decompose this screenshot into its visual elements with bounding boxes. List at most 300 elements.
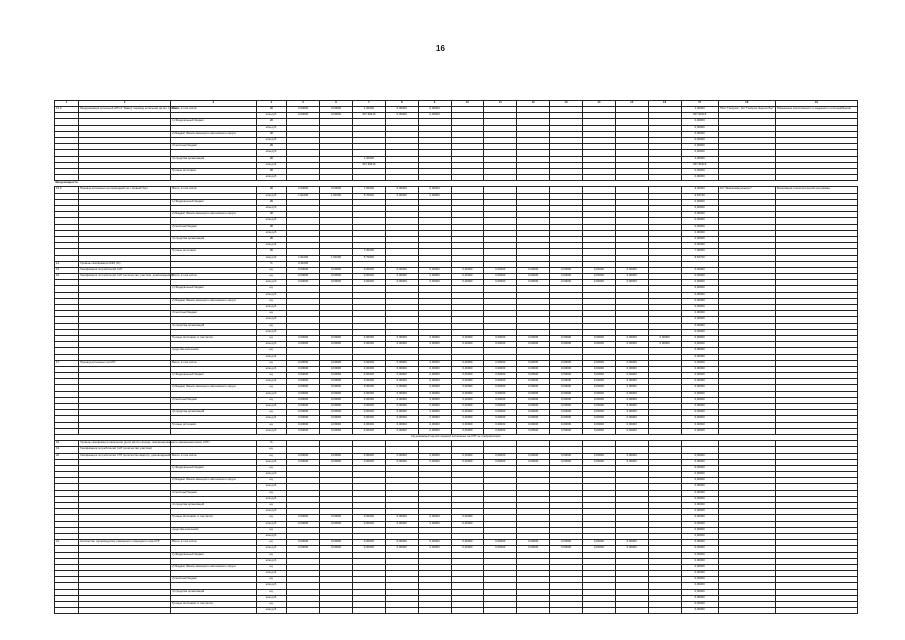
table-cell: 0,00000 — [615, 379, 648, 385]
table-cell: 0,00000 — [550, 342, 583, 348]
table-cell: 0,00000 — [615, 540, 648, 546]
table-cell: ед. — [256, 602, 287, 608]
table-cell: 0,00000 — [681, 230, 718, 236]
table-cell: 0,00000 — [681, 137, 718, 143]
table-cell: 0,00000 — [615, 459, 648, 465]
table-cell: 0,00000 — [385, 459, 418, 465]
table-cell: 0,00000 — [681, 305, 718, 311]
table-cell: 0,00000 — [352, 280, 385, 286]
table-cell: 0,00000 — [517, 416, 550, 422]
table-cell: 0,00000 — [484, 459, 517, 465]
table-cell: 19. — [55, 447, 79, 453]
table-cell: 0,00000 — [287, 274, 320, 280]
table-cell — [451, 608, 484, 614]
table-cell: 0,00000 — [681, 503, 718, 509]
table-cell — [775, 608, 857, 614]
table-cell: 1) Федеральный бюджет — [171, 373, 256, 379]
table-cell: 0,00000 — [385, 422, 418, 428]
table-cell: 0,00000 — [418, 107, 451, 113]
table-cell: 0,00000 — [484, 335, 517, 341]
table-cell: 0,00000 — [352, 540, 385, 546]
table-cell: 0,00000 — [615, 410, 648, 416]
table-cell: млн.руб. — [256, 113, 287, 119]
table-cell: 0,00000 — [418, 267, 451, 273]
table-cell: 0,00000 — [320, 373, 353, 379]
table-cell: 0,00000 — [320, 410, 353, 416]
table-cell: 0,00000 — [418, 521, 451, 527]
table-cell: 4) средства организаций — [171, 589, 256, 595]
table-cell: 0,00000 — [418, 187, 451, 193]
table-cell — [171, 608, 256, 614]
table-cell: 0,00000 — [517, 391, 550, 397]
table-cell: 0,00000 — [385, 428, 418, 434]
table-cell: 0,00000 — [681, 509, 718, 515]
table-cell: 5) иные источники — [171, 168, 256, 174]
table-cell: 1) Федеральный бюджет — [171, 552, 256, 558]
table-cell: 0,00000 — [681, 546, 718, 552]
table-cell: млн.руб. — [256, 243, 287, 249]
table-row — [55, 608, 858, 614]
column-number: 6 — [320, 101, 353, 107]
table-cell: 0,00000 — [582, 397, 615, 403]
table-cell: 4) средства организаций — [171, 323, 256, 329]
table-cell: 1,00000 — [352, 107, 385, 113]
table-cell: 0,00000 — [418, 366, 451, 372]
table-cell: 0,00000 — [615, 546, 648, 552]
table-cell: 0,00000 — [582, 540, 615, 546]
table-cell: 0,00000 — [320, 113, 353, 119]
table-cell: 0,00000 — [615, 360, 648, 366]
table-cell: 0,00000 — [484, 416, 517, 422]
table-cell: 0,00000 — [320, 546, 353, 552]
table-cell: 0,00000 — [451, 391, 484, 397]
table-cell: 5,70600 — [352, 193, 385, 199]
table-cell: млн.руб. — [256, 416, 287, 422]
table-cell: 0,00000 — [451, 280, 484, 286]
table-cell: 0,00000 — [451, 335, 484, 341]
table-cell: кВ — [256, 199, 287, 205]
table-cell: Повышение качественного и надежного теплоснабжения — [775, 107, 857, 113]
table-cell — [550, 608, 583, 614]
table-cell: Газификация потребителей СПГ (количество квартир, домовладений) — [79, 453, 171, 459]
table-cell: 0,00000 — [681, 496, 718, 502]
table-cell: ед. — [256, 274, 287, 280]
table-cell: 0,00000 — [418, 453, 451, 459]
table-cell: 0,00000 — [615, 453, 648, 459]
table-cell: 0,00000 — [517, 335, 550, 341]
table-cell: 0,00000 — [484, 397, 517, 403]
table-cell: 0,00000 — [287, 428, 320, 434]
table-cell: 0,00000 — [615, 391, 648, 397]
table-cell: 3) местный бюджет — [171, 144, 256, 150]
table-cell — [352, 608, 385, 614]
table-cell: млн.руб. — [256, 317, 287, 323]
table-cell — [484, 608, 517, 614]
table-cell: 0,00000 — [517, 410, 550, 416]
table-cell: млн.руб. — [256, 404, 287, 410]
table-cell: 0,00000 — [681, 243, 718, 249]
table-cell: 7,00000 — [681, 249, 718, 255]
table-cell: 0,00000 — [352, 410, 385, 416]
table-cell: 1,00000 — [681, 156, 718, 162]
table-cell: 0,00000 — [451, 366, 484, 372]
table-cell: ед. — [256, 422, 287, 428]
table-cell: 0,00000 — [418, 391, 451, 397]
table-cell: млн.руб. — [256, 125, 287, 131]
table-cell: 0,00000 — [418, 428, 451, 434]
table-cell: 0,00000 — [320, 267, 353, 273]
table-cell: млн.руб. — [256, 230, 287, 236]
table-cell: ед. — [256, 527, 287, 533]
table-cell: 0,00000 — [352, 459, 385, 465]
table-cell: 0,00000 — [681, 428, 718, 434]
table-cell: Реализация технологической программы — [775, 187, 857, 193]
table-cell: 0,00000 — [418, 459, 451, 465]
column-number: 5 — [287, 101, 320, 107]
table-cell: млн.руб. — [256, 255, 287, 261]
table-cell: 0,00000 — [352, 453, 385, 459]
table-cell: 0,00000 — [320, 391, 353, 397]
table-cell: 0,00000 — [385, 107, 418, 113]
table-cell: 0,00000 — [287, 521, 320, 527]
table-cell: 0,00000 — [681, 317, 718, 323]
table-cell: 0,00000 — [352, 267, 385, 273]
table-cell: 0,00000 — [385, 515, 418, 521]
table-cell: 0,00000 — [681, 354, 718, 360]
table-cell: 0,00000 — [352, 404, 385, 410]
table-cell: 0,00000 — [582, 267, 615, 273]
table-cell: 0,00000 — [320, 428, 353, 434]
table-cell: млн.руб. — [256, 496, 287, 502]
table-cell: 0,00000 — [320, 540, 353, 546]
table-cell: 0,00000 — [681, 571, 718, 577]
table-cell: Перевод котельных на СПГ — [79, 360, 171, 366]
table-cell: 2) Бюджет Ямало-Ненецкого автономного округа — [171, 478, 256, 484]
table-cell: ед. — [256, 490, 287, 496]
table-cell: млн.руб. — [256, 459, 287, 465]
table-cell: млн.руб. — [256, 137, 287, 143]
table-cell: 0,00000 — [385, 453, 418, 459]
table-cell: 0,00000 — [582, 360, 615, 366]
table-cell: 0,00000 — [681, 459, 718, 465]
table-cell: ед. — [256, 397, 287, 403]
table-cell: 0,00000 — [451, 410, 484, 416]
table-cell: 0,00000 — [287, 107, 320, 113]
table-cell: 2) Бюджет Ямало-Ненецкого автономного округа — [171, 298, 256, 304]
table-cell: 0,00000 — [681, 385, 718, 391]
table-cell: 0,00000 — [484, 453, 517, 459]
table-cell: 0,00000 — [484, 422, 517, 428]
table-cell: 5,70600 — [352, 255, 385, 261]
table-cell: Всего, в том числе: — [171, 187, 256, 193]
table-cell: 3) местный бюджет — [171, 397, 256, 403]
table-cell: 0,00000 — [385, 280, 418, 286]
table-cell: 0,00000 — [451, 453, 484, 459]
table-cell: кВ — [256, 107, 287, 113]
table-cell: 0,00000 — [681, 564, 718, 570]
table-cell — [718, 608, 775, 614]
table-cell: 0,00000 — [582, 335, 615, 341]
table-cell: 0,00000 — [517, 540, 550, 546]
column-number: 15 — [615, 101, 648, 107]
table-cell: 0,00000 — [418, 113, 451, 119]
table-cell: 4) средства организаций — [171, 503, 256, 509]
table-cell: % — [256, 441, 287, 447]
table-cell: млн.руб. — [256, 533, 287, 539]
table-cell: ед. — [256, 577, 287, 583]
table-cell: кВ — [256, 131, 287, 137]
table-cell: млн.руб. — [256, 175, 287, 181]
table-cell: 0,00000 — [582, 422, 615, 428]
table-cell: кВ — [256, 119, 287, 125]
table-cell: 0,00000 — [550, 540, 583, 546]
table-cell: 0,00000 — [681, 583, 718, 589]
table-cell: Перевод котельных на природный газ г. Новый Порт — [79, 187, 171, 193]
table-cell: 0,00000 — [550, 428, 583, 434]
table-cell: 0,00000 — [451, 416, 484, 422]
table-cell: 0,00000 — [681, 323, 718, 329]
table-cell: 1) Федеральный бюджет — [171, 199, 256, 205]
table-cell: 0,00000 — [385, 379, 418, 385]
table-cell: 0,00000 — [418, 416, 451, 422]
table-cell: 0,00000 — [582, 366, 615, 372]
table-cell: 0,00000 — [352, 397, 385, 403]
table-cell: 0,00000 — [418, 385, 451, 391]
table-cell: 0,00000 — [385, 274, 418, 280]
table-cell: 0,00000 — [287, 546, 320, 552]
table-cell: кВ — [256, 168, 287, 174]
table-cell: 0,00000 — [484, 342, 517, 348]
table-cell: 0,00000 — [681, 416, 718, 422]
table-cell: 0,00000 — [681, 540, 718, 546]
table-cell: ед. — [256, 447, 287, 453]
table-cell: 0,00000 — [615, 335, 648, 341]
table-cell: 0,00000 — [550, 391, 583, 397]
table-cell: млн.руб. — [256, 484, 287, 490]
table-cell: 0,00000 — [681, 199, 718, 205]
table-cell: 0,00000 — [320, 422, 353, 428]
table-cell: млн.руб. — [256, 305, 287, 311]
table-cell: 0,00000 — [517, 397, 550, 403]
table-cell: млн.руб. — [256, 379, 287, 385]
table-cell: 0,00000 — [451, 404, 484, 410]
table-cell: 0,00000 — [484, 428, 517, 434]
table-cell: 0,00000 — [582, 379, 615, 385]
table-cell: 0,00000 — [484, 410, 517, 416]
table-cell: 0,00000 — [418, 404, 451, 410]
table-cell: 0,31000 — [287, 261, 320, 267]
table-cell: 0,00000 — [550, 280, 583, 286]
table-cell: 0,00000 — [517, 274, 550, 280]
table-cell: 0,00000 — [287, 515, 320, 521]
table-cell: 0,00000 — [550, 416, 583, 422]
table-cell: Всего, в том числе: — [171, 540, 256, 546]
table-cell: 17. — [55, 360, 79, 366]
table-cell: 0,00000 — [287, 459, 320, 465]
table-cell: 0,00000 — [352, 521, 385, 527]
column-number: 3 — [171, 101, 256, 107]
table-cell: ед. — [256, 410, 287, 416]
table-cell: 0,00000 — [517, 280, 550, 286]
table-cell: 0,00000 — [582, 391, 615, 397]
table-cell: 0,00000 — [352, 515, 385, 521]
table-cell: 0,00000 — [517, 360, 550, 366]
table-cell: 0,00000 — [320, 280, 353, 286]
table-cell: 0,00000 — [418, 335, 451, 341]
table-cell: 0,00000 — [550, 397, 583, 403]
table-cell: 0,00000 — [517, 459, 550, 465]
table-cell: 0,00000 — [418, 410, 451, 416]
table-cell: млн.руб. — [256, 150, 287, 156]
table-cell: 0,00000 — [287, 373, 320, 379]
table-cell: 0,00000 — [681, 410, 718, 416]
table-cell: 0,00000 — [681, 453, 718, 459]
table-cell: 0,00000 — [484, 385, 517, 391]
table-cell: 0,00000 — [451, 274, 484, 280]
table-cell: 0,00000 — [451, 342, 484, 348]
table-cell: кВ — [256, 236, 287, 242]
table-cell: 1) Федеральный бюджет — [171, 119, 256, 125]
table-cell: 0,00000 — [418, 360, 451, 366]
table-cell: 0,00000 — [320, 404, 353, 410]
table-cell: 0,00000 — [287, 404, 320, 410]
table-cell: млн.руб. — [256, 280, 287, 286]
table-cell: 0,00000 — [582, 274, 615, 280]
table-cell: 0,00000 — [681, 342, 718, 348]
table-cell: 0,00000 — [550, 274, 583, 280]
table-cell: 0,00000 — [681, 311, 718, 317]
column-number: 7 — [352, 101, 385, 107]
table-cell: 0,00000 — [681, 478, 718, 484]
table-cell: ед. — [256, 267, 287, 273]
table-cell: 0,00000 — [681, 422, 718, 428]
table-cell — [648, 608, 681, 614]
table-cell: 0,00000 — [681, 595, 718, 601]
table-cell: 0,00000 — [287, 416, 320, 422]
table-cell: 0,00000 — [385, 342, 418, 348]
table-cell: 0,00000 — [287, 113, 320, 119]
table-cell: 0,00000 — [418, 342, 451, 348]
table-cell: 0,00000 — [418, 373, 451, 379]
table-cell: 0,00000 — [517, 267, 550, 273]
table-cell: 0,00000 — [320, 342, 353, 348]
table-cell: 9,00000 — [681, 187, 718, 193]
table-cell: 0,00000 — [385, 385, 418, 391]
table-cell: ед. — [256, 335, 287, 341]
table-cell: кВ — [256, 187, 287, 193]
table-cell: кВ — [256, 144, 287, 150]
table-cell: 0,00000 — [451, 546, 484, 552]
table-cell: млн.руб. — [256, 292, 287, 298]
table-cell: 0,00000 — [681, 360, 718, 366]
table-cell: 0,00000 — [681, 521, 718, 527]
table-cell: 0,00000 — [681, 119, 718, 125]
table-cell — [287, 608, 320, 614]
table-cell: 0,00000 — [352, 428, 385, 434]
note-text: На указанный период перевод котельных на СПГ не предусмотрен — [55, 434, 858, 440]
table-cell: 0,00000 — [385, 397, 418, 403]
program-table — [54, 100, 858, 614]
table-cell: 0,00000 — [320, 274, 353, 280]
table-cell: 0,00000 — [287, 385, 320, 391]
table-cell: 1,91000 — [287, 193, 320, 199]
table-cell: 0,00000 — [320, 453, 353, 459]
table-cell: Уровень газификации населения (доля жилого фонда, газифицированного сжиженным газом, СПГ) — [79, 441, 171, 447]
table-cell: 0,00000 — [451, 515, 484, 521]
table-cell: 0,00000 — [484, 540, 517, 546]
table-cell: Газификация потребителей СНТ (количество участков, домовладений) — [79, 274, 171, 280]
table-cell: 0,00000 — [484, 360, 517, 366]
table-cell: 0,00000 — [582, 280, 615, 286]
table-cell: 0,00000 — [681, 373, 718, 379]
column-number: 12 — [517, 101, 550, 107]
table-cell: 0,00000 — [582, 342, 615, 348]
table-cell: 0,00000 — [550, 335, 583, 341]
table-cell: 0,00000 — [385, 416, 418, 422]
table-cell: 9,52700 — [681, 255, 718, 261]
table-cell: 5) иные источники, в том числе: — [171, 602, 256, 608]
table-cell: ед. — [256, 360, 287, 366]
table-cell: млн.руб. — [256, 558, 287, 564]
table-cell: 0,00000 — [582, 428, 615, 434]
table-cell: 0,00000 — [385, 366, 418, 372]
table-cell: млн.руб. — [256, 342, 287, 348]
table-cell: 0,00000 — [418, 397, 451, 403]
table-cell: 0,00000 — [484, 404, 517, 410]
table-cell: кВ — [256, 249, 287, 255]
table-cell: 0,00000 — [550, 385, 583, 391]
table-cell: 4) средства организаций — [171, 410, 256, 416]
table-cell: 0,00000 — [287, 360, 320, 366]
table-cell: 1,91000 — [287, 255, 320, 261]
table-cell: ед. — [256, 323, 287, 329]
table-cell: 0,00000 — [451, 459, 484, 465]
table-cell: млн.руб. — [256, 206, 287, 212]
table-cell: 0,00000 — [287, 267, 320, 273]
table-cell: ед. — [256, 453, 287, 459]
column-number: 16 — [648, 101, 681, 107]
table-cell: Модернизация котельной АТП-3 "Завод" перевод котельной на газ. топливо — [79, 107, 171, 113]
table-cell: Всего, в том числе: — [171, 453, 256, 459]
table-cell: 0,00000 — [517, 453, 550, 459]
table-cell: 0,00000 — [582, 373, 615, 379]
table-cell: 0,00000 — [385, 540, 418, 546]
table-cell: 0,00000 — [287, 379, 320, 385]
table-cell: 13.4. — [55, 187, 79, 193]
table-cell: 0,00000 — [517, 373, 550, 379]
table-cell: ПАО "Газпром", АО "Газпром Энергосбыт" — [718, 107, 775, 113]
table-cell: 0,00000 — [320, 515, 353, 521]
table-cell: Количество (производство) сжиженного природного газа СПГ — [79, 540, 171, 546]
table-cell: 0,00000 — [418, 280, 451, 286]
table-cell: 0,00000 — [451, 521, 484, 527]
table-cell: 0,00000 — [418, 546, 451, 552]
table-cell: 0,00000 — [352, 422, 385, 428]
table-cell — [320, 608, 353, 614]
table-cell: ед. — [256, 385, 287, 391]
table-cell: 1,91000 — [320, 255, 353, 261]
table-cell: средства населения — [171, 348, 256, 354]
table-cell: 7,00000 — [352, 249, 385, 255]
column-number: 8 — [385, 101, 418, 107]
table-body — [55, 107, 858, 614]
column-number: 4 — [256, 101, 287, 107]
table-cell: 5) иные источники, в том числе: — [171, 335, 256, 341]
table-cell: 0,00000 — [418, 274, 451, 280]
table-cell: 16. — [55, 274, 79, 280]
table-cell: 0,00000 — [352, 379, 385, 385]
table-cell: 0,00000 — [582, 453, 615, 459]
